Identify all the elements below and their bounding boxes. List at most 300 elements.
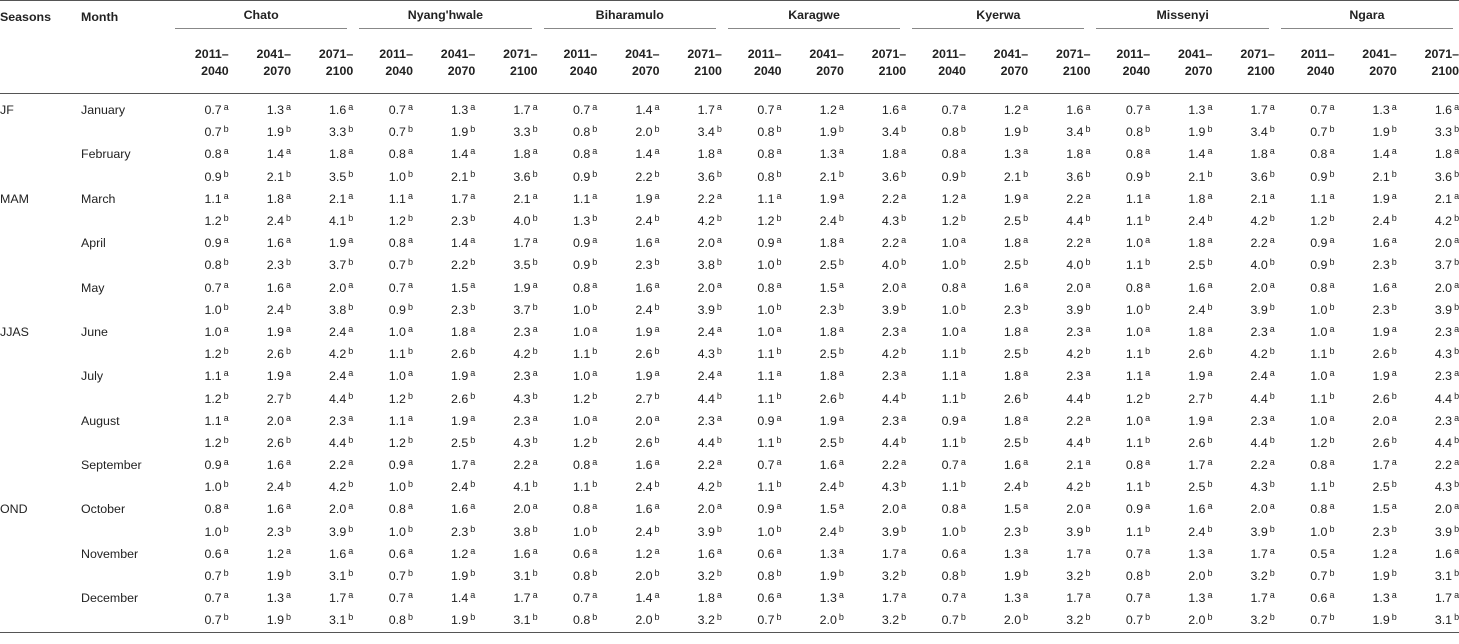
value-cell: 2.5 $^b$ [1372, 479, 1397, 495]
value-cell: 1.6 $^a$ [329, 545, 354, 561]
value-cell: 1.1 $^b$ [941, 390, 966, 406]
value-cell: 0.9 $^a$ [757, 412, 782, 428]
value-cell: 0.8 $^b$ [1125, 568, 1151, 584]
value-cell: 2.3 $^a$ [881, 323, 907, 339]
value-cell: 1.1 $^a$ [204, 368, 229, 384]
significance-superscript: b [1085, 390, 1091, 401]
significance-superscript: a [776, 279, 782, 290]
value-cell: 0.6 $^a$ [757, 590, 782, 606]
significance-superscript: b [1145, 390, 1151, 401]
significance-superscript: a [654, 590, 660, 601]
significance-superscript: a [1454, 235, 1459, 246]
significance-superscript: a [407, 102, 413, 113]
value-cell: 4.2 $^b$ [329, 479, 354, 495]
significance-superscript: a [532, 412, 538, 423]
significance-superscript: b [1269, 124, 1275, 135]
district-header [538, 1, 722, 33]
value-cell: 2.5 $^b$ [1003, 434, 1029, 450]
value-cell: 4.4 $^b$ [329, 434, 354, 450]
significance-superscript: b [1085, 213, 1091, 224]
significance-superscript: a [285, 545, 291, 556]
value-cell: 1.8 $^a$ [819, 368, 844, 384]
significance-superscript: a [1145, 279, 1151, 290]
value-cell: 2.4 $^b$ [1188, 523, 1213, 539]
value-cell: 1.1 $^b$ [1310, 390, 1335, 406]
value-cell: 0.6 $^a$ [204, 545, 229, 561]
significance-superscript: b [716, 390, 722, 401]
value-cell: 2.1 $^a$ [329, 190, 354, 206]
significance-superscript: b [407, 568, 413, 579]
significance-superscript: b [285, 434, 291, 445]
significance-superscript: a [1145, 190, 1151, 201]
significance-superscript: a [407, 368, 413, 379]
significance-superscript: b [407, 301, 413, 312]
significance-superscript: b [532, 168, 538, 179]
value-cell: 0.9 $^a$ [1310, 235, 1335, 251]
value-cell: 2.2 $^a$ [697, 457, 722, 473]
significance-superscript: a [776, 457, 782, 468]
value-cell: 2.0 $^b$ [597, 609, 659, 632]
significance-superscript: a [960, 235, 966, 246]
value-cell: 2.0 $^a$ [513, 501, 538, 517]
value-cell: 1.0 $^b$ [1125, 301, 1151, 317]
season-cell: OND [0, 502, 28, 517]
significance-superscript: b [407, 346, 413, 357]
significance-superscript: b [223, 568, 229, 579]
significance-superscript: a [348, 590, 354, 601]
value-cell: 3.2 $^b$ [697, 568, 722, 584]
value-cell: 1.1 $^b$ [1125, 257, 1151, 273]
value-cell: 0.6 $^a$ [1310, 590, 1335, 606]
significance-superscript: b [407, 124, 413, 135]
value-cell: 2.2 $^a$ [1250, 235, 1275, 251]
value-cell: 0.8 $^b$ [353, 609, 413, 632]
significance-superscript: a [1023, 235, 1029, 246]
value-cell: 0.8 $^a$ [1125, 146, 1151, 162]
value-cell: 2.0 $^b$ [1150, 609, 1212, 632]
value-cell: 1.0 $^a$ [573, 412, 598, 428]
value-cell: 2.1 $^a$ [1066, 457, 1091, 473]
significance-superscript: a [838, 190, 844, 201]
value-cell: 2.2 $^a$ [1066, 412, 1091, 428]
table-row [0, 365, 1459, 387]
period-header: 2071– 2100 [660, 32, 722, 94]
value-cell: 2.1 $^b$ [266, 168, 291, 184]
season-cell [0, 365, 81, 387]
significance-superscript: a [1207, 501, 1213, 512]
significance-superscript: a [716, 279, 722, 290]
value-cell: 0.7 $^a$ [1125, 102, 1151, 118]
value-cell: 1.9 $^a$ [1188, 368, 1213, 384]
value-cell: 1.2 $^a$ [941, 190, 966, 206]
significance-superscript: a [960, 545, 966, 556]
period-header: 2011– 2040 [169, 32, 229, 94]
significance-superscript: b [776, 479, 782, 490]
value-cell: 1.0 $^b$ [204, 523, 229, 539]
significance-superscript: a [1269, 190, 1275, 201]
period-header: 2041– 2070 [413, 32, 475, 94]
value-cell: 3.6 $^b$ [697, 168, 722, 184]
significance-superscript: a [470, 368, 476, 379]
value-cell: 2.7 $^b$ [1188, 390, 1213, 406]
value-cell: 0.9 $^b$ [1125, 168, 1151, 184]
significance-superscript: a [1391, 368, 1397, 379]
value-cell: 4.0 $^b$ [1250, 257, 1275, 273]
significance-superscript: a [716, 235, 722, 246]
value-cell: 1.4 $^a$ [635, 146, 660, 162]
significance-superscript: a [223, 368, 229, 379]
significance-superscript: b [532, 301, 538, 312]
value-cell: 2.3 $^b$ [1003, 523, 1029, 539]
value-cell: 4.4 $^b$ [1250, 390, 1275, 406]
significance-superscript: b [776, 568, 782, 579]
value-cell: 2.0 $^b$ [635, 124, 660, 140]
significance-superscript: a [532, 102, 538, 113]
significance-superscript: a [1207, 102, 1213, 113]
value-cell: 1.6 $^a$ [635, 235, 660, 251]
significance-superscript: b [592, 168, 598, 179]
value-cell: 1.8 $^a$ [881, 146, 907, 162]
significance-superscript: a [1454, 146, 1459, 157]
significance-superscript: b [407, 257, 413, 268]
value-cell: 3.3 $^b$ [513, 124, 538, 140]
value-cell: 0.9 $^a$ [757, 235, 782, 251]
value-cell: 1.9 $^a$ [1188, 412, 1213, 428]
significance-superscript: b [1023, 434, 1029, 445]
value-cell: 2.0 $^a$ [1434, 235, 1459, 251]
significance-superscript: a [407, 501, 413, 512]
significance-superscript: a [348, 235, 354, 246]
value-cell: 2.0 $^a$ [1250, 501, 1275, 517]
value-cell: 2.5 $^b$ [1188, 257, 1213, 273]
value-cell: 0.9 $^a$ [573, 235, 598, 251]
value-cell: 1.7 $^a$ [329, 590, 354, 606]
value-cell: 1.9 $^a$ [1372, 190, 1397, 206]
value-cell: 1.0 $^a$ [1310, 412, 1335, 428]
value-cell: 1.3 $^a$ [266, 102, 291, 118]
significance-superscript: a [285, 190, 291, 201]
value-cell: 0.7 $^b$ [1310, 124, 1335, 140]
value-cell: 3.9 $^b$ [1066, 523, 1091, 539]
value-cell: 4.3 $^b$ [1434, 346, 1459, 362]
value-cell: 1.5 $^a$ [819, 501, 844, 517]
value-cell: 2.3 $^a$ [1250, 323, 1275, 339]
significance-superscript: b [223, 346, 229, 357]
significance-superscript: a [1269, 279, 1275, 290]
significance-superscript: b [532, 479, 538, 490]
significance-superscript: b [348, 612, 354, 623]
significance-superscript: b [532, 434, 538, 445]
value-cell: 2.0 $^a$ [329, 501, 354, 517]
significance-superscript: b [470, 523, 476, 534]
value-cell: 4.2 $^b$ [881, 346, 907, 362]
significance-superscript: a [532, 146, 538, 157]
significance-superscript: a [716, 457, 722, 468]
significance-superscript: b [532, 257, 538, 268]
value-cell: 0.9 $^b$ [1310, 168, 1335, 184]
value-cell: 4.4 $^b$ [1066, 390, 1091, 406]
value-cell: 1.1 $^b$ [1125, 213, 1151, 229]
significance-superscript: b [1207, 346, 1213, 357]
value-cell: 1.1 $^b$ [757, 390, 782, 406]
period-header-blank [0, 32, 81, 94]
value-cell: 0.6 $^a$ [757, 545, 782, 561]
value-cell: 1.8 $^a$ [451, 323, 476, 339]
value-cell: 1.3 $^a$ [451, 102, 476, 118]
significance-superscript: b [1454, 124, 1459, 135]
significance-superscript: b [901, 346, 907, 357]
value-cell: 0.6 $^a$ [573, 545, 598, 561]
value-cell: 1.6 $^a$ [513, 545, 538, 561]
significance-superscript: a [1269, 102, 1275, 113]
value-cell: 2.0 $^a$ [1372, 412, 1397, 428]
significance-superscript: a [776, 235, 782, 246]
season-cell [0, 277, 81, 299]
value-cell: 1.6 $^a$ [451, 501, 476, 517]
significance-superscript: b [901, 301, 907, 312]
value-cell: 1.7 $^a$ [1372, 457, 1397, 473]
district-header [353, 1, 537, 33]
significance-superscript: a [1269, 545, 1275, 556]
value-cell: 2.0 $^a$ [266, 412, 291, 428]
value-cell: 1.1 $^b$ [1125, 346, 1151, 362]
value-cell: 4.0 $^b$ [513, 213, 538, 229]
significance-superscript: b [223, 168, 229, 179]
month-cell [81, 521, 169, 543]
significance-superscript: a [960, 457, 966, 468]
significance-superscript: a [592, 190, 598, 201]
significance-superscript: b [223, 257, 229, 268]
significance-superscript: b [1207, 568, 1213, 579]
value-cell: 0.7 $^a$ [1310, 102, 1335, 118]
value-cell: 2.2 $^a$ [1066, 235, 1091, 251]
significance-superscript: b [960, 479, 966, 490]
significance-superscript: a [1145, 412, 1151, 423]
value-cell: 2.1 $^b$ [1003, 168, 1029, 184]
value-cell: 0.8 $^a$ [1310, 501, 1335, 517]
significance-superscript: a [1085, 323, 1091, 334]
significance-superscript: b [654, 434, 660, 445]
month-cell [81, 565, 169, 587]
significance-superscript: a [470, 412, 476, 423]
significance-superscript: a [1145, 323, 1151, 334]
significance-superscript: b [1454, 434, 1459, 445]
significance-superscript: a [223, 501, 229, 512]
value-cell: 1.9 $^b$ [819, 124, 844, 140]
value-cell: 0.8 $^a$ [1125, 457, 1151, 473]
significance-superscript: a [1023, 545, 1029, 556]
value-cell: 1.5 $^a$ [1003, 501, 1029, 517]
value-cell: 1.0 $^b$ [757, 257, 782, 273]
table-row [0, 543, 1459, 565]
value-cell: 0.7 $^b$ [722, 609, 782, 632]
value-cell: 2.3 $^a$ [697, 412, 722, 428]
period-header: 2041– 2070 [1334, 32, 1396, 94]
significance-superscript: b [776, 213, 782, 224]
value-cell: 2.3 $^a$ [1250, 412, 1275, 428]
value-cell: 2.4 $^b$ [1188, 213, 1213, 229]
value-cell: 2.0 $^a$ [881, 279, 907, 295]
significance-superscript: a [470, 190, 476, 201]
significance-superscript: a [1454, 545, 1459, 556]
significance-superscript: a [654, 412, 660, 423]
significance-superscript: a [1329, 545, 1335, 556]
value-cell: 1.5 $^a$ [451, 279, 476, 295]
period-header: 2041– 2070 [782, 32, 844, 94]
season-cell [0, 454, 81, 476]
value-cell: 1.1 $^b$ [757, 434, 782, 450]
significance-superscript: a [532, 457, 538, 468]
value-cell: 2.3 $^a$ [1434, 323, 1459, 339]
significance-superscript: a [1085, 412, 1091, 423]
value-cell: 0.9 $^a$ [388, 457, 413, 473]
value-cell: 1.9 $^a$ [451, 368, 476, 384]
significance-superscript: b [901, 124, 907, 135]
month-cell [81, 432, 169, 454]
significance-superscript: a [1207, 235, 1213, 246]
value-cell: 3.6 $^b$ [881, 168, 907, 184]
value-cell: 1.6 $^a$ [266, 501, 291, 517]
significance-superscript: a [1269, 457, 1275, 468]
month-cell: June [81, 324, 108, 339]
value-cell: 1.9 $^b$ [1003, 568, 1029, 584]
significance-superscript: b [1269, 168, 1275, 179]
significance-superscript: b [348, 213, 354, 224]
value-cell: 1.2 $^a$ [819, 102, 844, 118]
significance-superscript: a [1391, 457, 1397, 468]
significance-superscript: a [1207, 146, 1213, 157]
significance-superscript: a [223, 590, 229, 601]
value-cell: 2.6 $^b$ [635, 434, 660, 450]
value-cell: 1.3 $^a$ [1188, 102, 1213, 118]
value-cell: 1.2 $^a$ [451, 545, 476, 561]
significance-superscript: a [532, 501, 538, 512]
significance-superscript: a [285, 235, 291, 246]
significance-superscript: b [1085, 479, 1091, 490]
significance-superscript: b [960, 168, 966, 179]
significance-superscript: b [1207, 479, 1213, 490]
value-cell: 1.1 $^b$ [1125, 523, 1151, 539]
significance-superscript: a [285, 457, 291, 468]
significance-superscript: a [1454, 590, 1459, 601]
value-cell: 2.4 $^b$ [635, 213, 660, 229]
significance-superscript: b [838, 390, 844, 401]
significance-superscript: b [1269, 213, 1275, 224]
significance-superscript: b [470, 257, 476, 268]
value-cell: 2.6 $^b$ [451, 390, 476, 406]
significance-superscript: b [901, 434, 907, 445]
significance-superscript: b [592, 124, 598, 135]
value-cell: 3.2 $^b$ [881, 568, 907, 584]
table-row [0, 410, 1459, 432]
significance-superscript: b [838, 479, 844, 490]
season-cell [0, 343, 81, 365]
significance-superscript: a [654, 323, 660, 334]
district-header-label: Kyerwa [912, 4, 1084, 29]
value-cell: 2.2 $^a$ [329, 457, 354, 473]
significance-superscript: b [1207, 434, 1213, 445]
significance-superscript: a [1145, 146, 1151, 157]
value-cell: 3.9 $^b$ [329, 523, 354, 539]
period-header: 2071– 2100 [1212, 32, 1274, 94]
significance-superscript: a [470, 279, 476, 290]
table-row [0, 609, 1459, 632]
value-cell: 1.2 $^b$ [1310, 213, 1335, 229]
significance-superscript: a [1454, 368, 1459, 379]
value-cell: 1.3 $^a$ [819, 590, 844, 606]
significance-superscript: a [407, 545, 413, 556]
value-cell: 4.4 $^b$ [1434, 434, 1459, 450]
value-cell: 2.3 $^b$ [451, 213, 476, 229]
significance-superscript: b [960, 213, 966, 224]
significance-superscript: b [592, 257, 598, 268]
value-cell: 1.8 $^a$ [1188, 323, 1213, 339]
value-cell: 2.6 $^b$ [635, 346, 660, 362]
value-cell: 1.9 $^a$ [1003, 190, 1029, 206]
significance-superscript: b [1269, 301, 1275, 312]
significance-superscript: a [592, 501, 598, 512]
significance-superscript: b [1023, 257, 1029, 268]
significance-superscript: a [1085, 279, 1091, 290]
significance-superscript: b [1085, 257, 1091, 268]
value-cell: 0.9 $^a$ [1125, 501, 1151, 517]
significance-superscript: a [532, 590, 538, 601]
value-cell: 1.8 $^a$ [697, 590, 722, 606]
value-cell: 1.0 $^a$ [941, 323, 966, 339]
value-cell: 0.9 $^b$ [388, 301, 413, 317]
value-cell: 1.8 $^a$ [329, 146, 354, 162]
value-cell: 1.9 $^b$ [413, 609, 475, 632]
significance-superscript: b [407, 479, 413, 490]
value-cell: 1.6 $^a$ [1003, 279, 1029, 295]
significance-superscript: b [838, 346, 844, 357]
significance-superscript: a [776, 501, 782, 512]
value-cell: 1.4 $^a$ [451, 235, 476, 251]
value-cell: 4.4 $^b$ [697, 390, 722, 406]
significance-superscript: a [1391, 235, 1397, 246]
significance-superscript: a [223, 323, 229, 334]
month-cell [81, 609, 169, 632]
significance-superscript: a [223, 279, 229, 290]
significance-superscript: b [654, 124, 660, 135]
value-cell: 1.9 $^a$ [635, 368, 660, 384]
significance-superscript: a [223, 190, 229, 201]
significance-superscript: b [654, 523, 660, 534]
value-cell: 2.0 $^a$ [1434, 501, 1459, 517]
significance-superscript: a [1207, 279, 1213, 290]
significance-superscript: a [901, 457, 907, 468]
value-cell: 1.1 $^b$ [1310, 479, 1335, 495]
value-cell: 1.9 $^a$ [266, 368, 291, 384]
value-cell: 2.3 $^a$ [1066, 368, 1091, 384]
value-cell: 3.2 $^b$ [1250, 568, 1275, 584]
value-cell: 4.0 $^b$ [881, 257, 907, 273]
significance-superscript: a [1269, 590, 1275, 601]
month-cell: September [81, 458, 142, 473]
value-cell: 3.9 $^b$ [1250, 301, 1275, 317]
significance-superscript: a [1269, 501, 1275, 512]
significance-superscript: a [532, 190, 538, 201]
value-cell: 2.2 $^b$ [635, 168, 660, 184]
significance-superscript: b [1269, 434, 1275, 445]
value-cell: 4.3 $^b$ [881, 213, 907, 229]
value-cell: 3.2 $^b$ [1212, 609, 1274, 632]
value-cell: 1.7 $^a$ [1250, 590, 1275, 606]
table-row [0, 143, 1459, 165]
value-cell: 1.7 $^a$ [513, 102, 538, 118]
significance-superscript: a [960, 590, 966, 601]
value-cell: 1.2 $^b$ [388, 213, 413, 229]
